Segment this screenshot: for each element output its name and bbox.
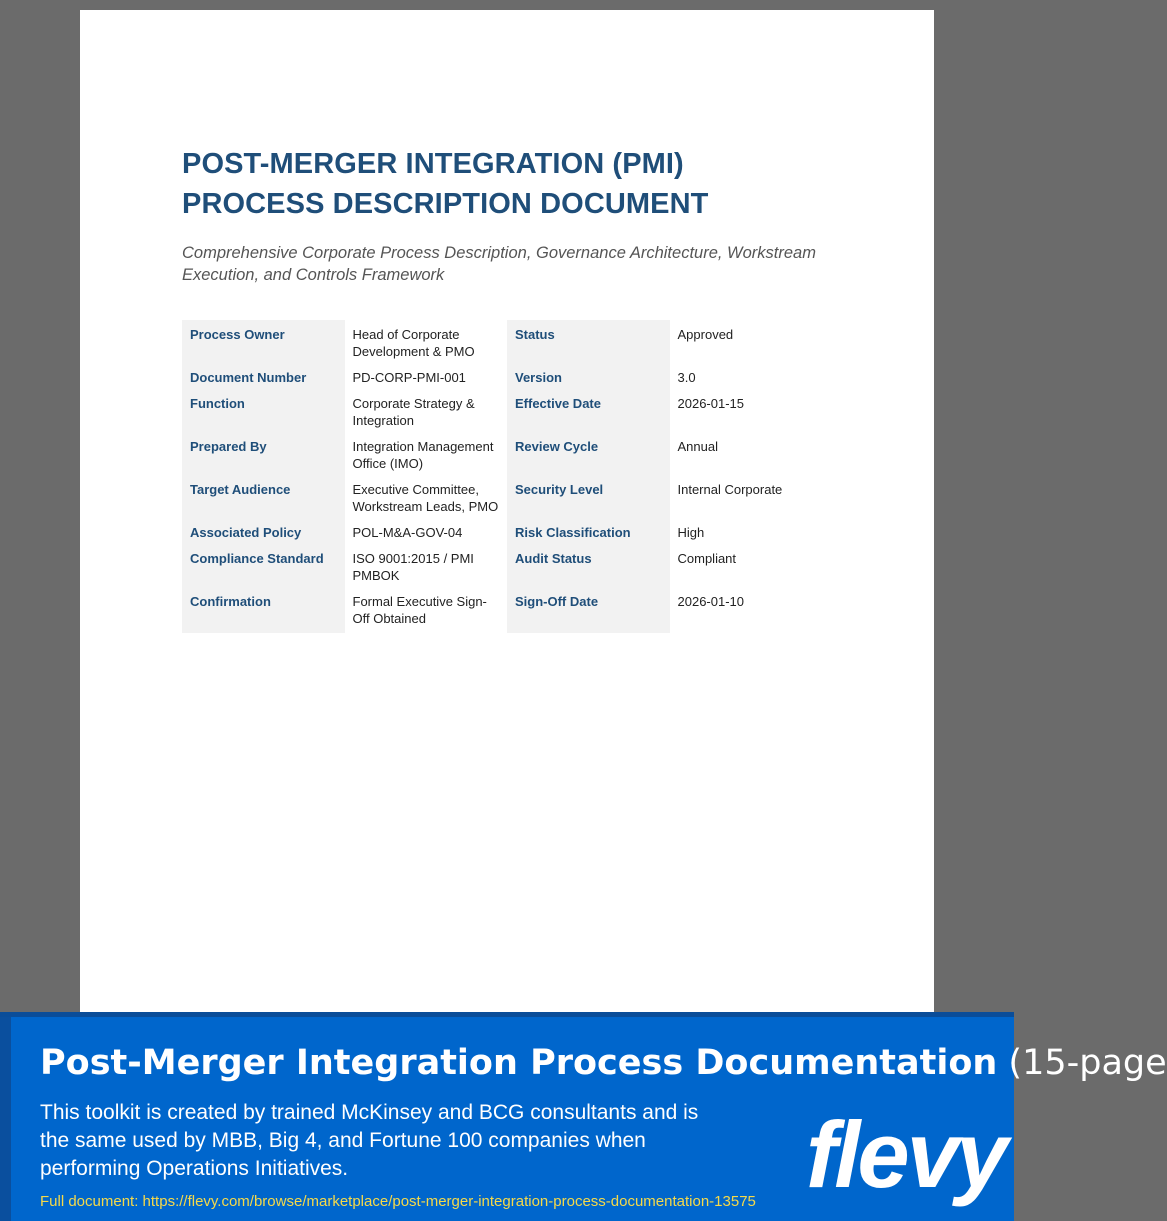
metadata-label: Compliance Standard [182, 546, 345, 589]
document-title [182, 144, 822, 224]
metadata-label: Version [507, 365, 670, 391]
metadata-label: Document Number [182, 365, 345, 391]
metadata-table [182, 320, 832, 633]
metadata-value: Compliant [677, 551, 737, 566]
banner-title-suffix: (15-page [997, 1043, 1167, 1083]
metadata-label: Target Audience [182, 477, 345, 520]
banner-title [40, 1041, 1167, 1085]
full-document-link[interactable]: Full document: https://flevy.com/browse/marketplace/post-merger-integration-process-documentation-13575 [40, 1193, 756, 1210]
metadata-value: 3.0 [677, 370, 696, 385]
metadata-label: Review Cycle [507, 434, 670, 477]
document-page [80, 10, 934, 1013]
metadata-label: Risk Classification [507, 520, 670, 546]
metadata-value: Approved [677, 327, 734, 342]
banner-edge [0, 1017, 11, 1221]
metadata-value: Formal Executive Sign-Off Obtained [352, 594, 487, 626]
metadata-value: ISO 9001:2015 / PMI PMBOK [352, 551, 474, 583]
metadata-row [182, 520, 832, 546]
metadata-row [182, 320, 832, 365]
metadata-value: Integration Management Office (IMO) [352, 439, 494, 471]
metadata-row [182, 546, 832, 589]
banner-title-main: Post-Merger Integration Process Documentation [40, 1043, 998, 1083]
metadata-label: Status [507, 320, 670, 365]
metadata-label: Process Owner [182, 320, 345, 365]
metadata-label: Security Level [507, 477, 670, 520]
flevy-logo[interactable]: flevy [806, 1102, 1006, 1207]
metadata-row [182, 589, 832, 633]
metadata-value: 2026-01-15 [677, 396, 744, 411]
metadata-value: Head of Corporate Development & PMO [352, 327, 475, 359]
metadata-row [182, 434, 832, 477]
metadata-value: 2026-01-10 [677, 594, 744, 609]
promo-banner [0, 1012, 1167, 1221]
metadata-value: PD-CORP-PMI-001 [352, 370, 466, 385]
metadata-value: Annual [677, 439, 718, 454]
metadata-value: Executive Committee, Workstream Leads, PMO [352, 482, 499, 514]
banner-description: This toolkit is created by trained McKinsey and BCG consultants and is the same used by MBB, Big 4, and Fortune 100 companies when performing Operations Initiatives. [40, 1101, 699, 1180]
metadata-row [182, 365, 832, 391]
metadata-label: Associated Policy [182, 520, 345, 546]
metadata-value: Corporate Strategy & Integration [352, 396, 475, 428]
metadata-row [182, 391, 832, 434]
metadata-label: Effective Date [507, 391, 670, 434]
metadata-label: Function [182, 391, 345, 434]
metadata-label: Prepared By [182, 434, 345, 477]
document-subtitle: Comprehensive Corporate Process Description, Governance Architecture, Workstream Execution, and Controls Framework [182, 244, 816, 284]
metadata-value: High [677, 525, 705, 540]
metadata-label: Audit Status [507, 546, 670, 589]
metadata-value: Internal Corporate [677, 482, 783, 497]
metadata-label: Confirmation [182, 589, 345, 633]
document-title-line-2: PROCESS DESCRIPTION DOCUMENT [182, 188, 709, 220]
metadata-label: Sign-Off Date [507, 589, 670, 633]
document-title-line-1: POST-MERGER INTEGRATION (PMI) [182, 148, 684, 180]
metadata-row [182, 477, 832, 520]
metadata-value: POL-M&A-GOV-04 [352, 525, 463, 540]
